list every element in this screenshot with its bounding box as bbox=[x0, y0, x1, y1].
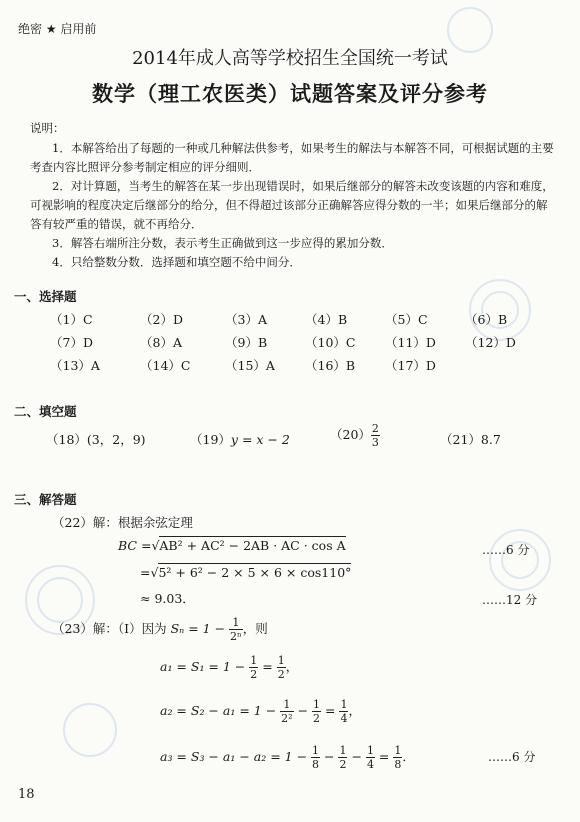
note-item: 1．本解答给出了每题的一种或几种解法供参考，如果考生的解法与本解答不同，可根据试题的主要考查内容比照评分参考制定相应的评分细则． bbox=[30, 141, 554, 174]
q23-a2: a₂ = S₂ − a₁ = 1 − $\frac{1}{\text{2²}}$ − $\frac{1}{2}$ = $\frac{1}{4}$ ， bbox=[160, 698, 361, 725]
section-fill-title: 二、填空题 bbox=[14, 404, 77, 419]
q23-a3: a₃ = S₃ − a₁ − a₂ = 1 − $\frac{1}{8}$ − $\frac{1}{2}$ − $\frac{1}{4}$ = $\frac{1}{8}$ ． bbox=[160, 744, 415, 771]
choice-answer: （16）B bbox=[305, 358, 356, 373]
page-number: 18 bbox=[18, 787, 35, 802]
confidential-label: 绝密 ★ 启用前 bbox=[18, 22, 97, 36]
q23-score: ……6 分 bbox=[488, 750, 536, 764]
choice-answer: （6）B bbox=[465, 312, 508, 327]
choice-answer: （5）C bbox=[385, 312, 428, 327]
note-item: 3．解答右端所注分数，表示考生正确做到这一步应得的累加分数． bbox=[52, 236, 393, 250]
q22-label: （22）解：根据余弦定理 bbox=[52, 515, 193, 530]
section-choice-title: 一、选择题 bbox=[14, 289, 77, 304]
choice-answer: （15）A bbox=[225, 358, 275, 373]
subject-title: 数学（理工农医类）试题答案及评分参考 bbox=[92, 82, 488, 106]
choice-answer: （11）D bbox=[385, 335, 436, 350]
choice-answer: （13）A bbox=[50, 358, 100, 373]
choice-answer: （8）A bbox=[140, 335, 182, 350]
note-item: 4．只给整数分数．选择题和填空题不给中间分． bbox=[52, 255, 301, 269]
choice-answer: （9）B bbox=[225, 335, 268, 350]
fill-answer-20: （20） $\frac{2}{3}$ bbox=[330, 422, 379, 449]
note-item: 2．对计算题，当考生的解答在某一步出现错误时，如果后继部分的解答未改变该题的内容和难度，可视影响的程度决定后继部分的给分，但不得超过该部分正确解答应得分数的一半；如果后继部分的解答有较严重的错误，就不再给分． bbox=[30, 179, 554, 231]
q23-intro: （23）解：（Ⅰ）因为 Sₙ = 1 − $\frac{1}{\text{2ⁿ}}$ ，则 bbox=[52, 616, 268, 643]
choice-answer: （17）D bbox=[385, 358, 436, 373]
choice-answer: （1）C bbox=[50, 312, 93, 327]
fill-answer-18: （18）(3，2，9) bbox=[46, 432, 146, 447]
section-solve-title: 三、解答题 bbox=[14, 492, 77, 507]
q22-score2: ……12 分 bbox=[482, 593, 538, 607]
q22-line2: =√5² + 6² − 2 × 5 × 6 × cos110° bbox=[140, 565, 352, 580]
exam-title: 2014年成人高等学校招生全国统一考试 bbox=[132, 48, 448, 69]
choice-answer: （2）D bbox=[140, 312, 183, 327]
choice-answer: （14）C bbox=[140, 358, 191, 373]
choice-answer: （4）B bbox=[305, 312, 348, 327]
choice-answer: （12）D bbox=[465, 335, 516, 350]
fill-answer-19: （19）y = x − 2 bbox=[190, 432, 290, 447]
notes-list bbox=[30, 139, 558, 272]
q22-line1: BC =√AB² + AC² − 2AB · AC · cos A bbox=[118, 538, 346, 553]
choice-answer: （10）C bbox=[305, 335, 356, 350]
fill-answer-21: （21）8.7 bbox=[440, 432, 501, 447]
notes-heading: 说明： bbox=[30, 121, 65, 135]
q23-a1: a₁ = S₁ = 1 − $\frac{1}{2}$ = $\frac{1}{2}$ ， bbox=[160, 654, 299, 681]
choice-answer: （7）D bbox=[50, 335, 93, 350]
choice-answer: （3）A bbox=[225, 312, 267, 327]
q22-score1: ……6 分 bbox=[482, 543, 530, 557]
q22-line3: ≈ 9.03． bbox=[140, 591, 195, 606]
